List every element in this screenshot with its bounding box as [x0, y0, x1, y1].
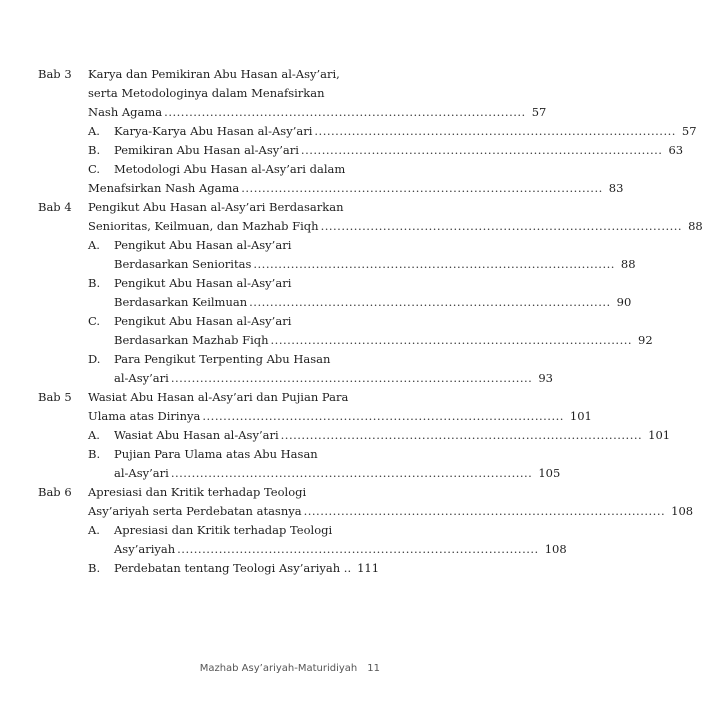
toc-entry[interactable] [114, 560, 380, 576]
section-letter: A. [88, 428, 100, 442]
section-letter: A. [88, 124, 100, 138]
page-number: 101 [648, 428, 671, 442]
section-title-line: Apresiasi dan Kritik terhadap Teologi [114, 523, 333, 537]
toc-entry[interactable] [88, 180, 624, 196]
chapter-title-line: Apresiasi dan Kritik terhadap Teologi [88, 485, 307, 499]
page-number: 57 [681, 124, 697, 138]
dot-leader: ....................................................................................... [202, 409, 564, 423]
page-number: 88 [620, 257, 636, 271]
toc-entry[interactable] [88, 503, 694, 519]
entry-title: Berdasarkan Mazhab Fiqh [114, 333, 269, 347]
section-letter: C. [88, 162, 101, 176]
section-letter: B. [88, 561, 101, 575]
chapter-label: Bab 6 [38, 485, 72, 499]
page-number: 90 [616, 295, 632, 309]
dot-leader: ....................................................................................... [170, 466, 533, 480]
section-letter: A. [88, 523, 100, 537]
entry-title: Ulama atas Dirinya [88, 409, 201, 423]
dot-leader: ....................................................................................... [320, 219, 683, 233]
entry-title: Asy’ariyah [114, 542, 176, 556]
chapter-title-line: Pengikut Abu Hasan al-Asy’ari Berdasarkan [88, 200, 344, 214]
toc-entry[interactable] [114, 256, 636, 272]
toc-entry[interactable] [114, 294, 632, 310]
page-number: 11 [367, 663, 380, 674]
dot-leader: ....................................................................................... [164, 105, 526, 119]
book-title: Mazhab Asy’ariyah-Maturidiyah [199, 663, 358, 674]
section-letter: B. [88, 276, 101, 290]
section-letter: D. [88, 352, 101, 366]
page-number: 108 [671, 504, 694, 518]
dot-leader: ....................................................................................... [270, 333, 633, 347]
dot-leader: ....................................................................................... [314, 124, 676, 138]
running-footer [200, 663, 380, 674]
toc-entry[interactable] [114, 332, 653, 348]
entry-title: Berdasarkan Keilmuan [114, 295, 248, 309]
dot-leader: ....................................................................................... [249, 295, 611, 309]
toc-entry[interactable] [114, 123, 697, 139]
section-title-line: Pengikut Abu Hasan al-Asy’ari [114, 314, 292, 328]
page-number: 101 [569, 409, 592, 423]
chapter-label: Bab 4 [38, 200, 72, 214]
toc-entry[interactable] [114, 142, 684, 158]
dot-leader: ....................................................................................... [241, 181, 603, 195]
toc-entry[interactable] [88, 104, 547, 120]
page-number: 111 [357, 561, 380, 575]
entry-title: Berdasarkan Senioritas [114, 257, 252, 271]
dot-leader: ....................................................................................... [303, 504, 666, 518]
section-title-line: Metodologi Abu Hasan al-Asy’ari dalam [114, 162, 346, 176]
dot-leader: ....................................................................................... [177, 542, 539, 556]
entry-title: Perdebatan tentang Teologi Asy’ariyah .. [114, 561, 352, 575]
section-title-line: Pengikut Abu Hasan al-Asy’ari [114, 276, 292, 290]
section-title-line: Pengikut Abu Hasan al-Asy’ari [114, 238, 292, 252]
entry-title: Pemikiran Abu Hasan al-Asy’ari [114, 143, 299, 157]
toc-entry[interactable] [88, 408, 592, 424]
section-letter: A. [88, 238, 100, 252]
chapter-label: Bab 5 [38, 390, 72, 404]
toc-entry[interactable] [114, 427, 671, 443]
entry-title: al-Asy’ari [114, 371, 169, 385]
entry-title: Menafsirkan Nash Agama [88, 181, 240, 195]
entry-title: Wasiat Abu Hasan al-Asy’ari [114, 428, 279, 442]
entry-title: Karya-Karya Abu Hasan al-Asy’ari [114, 124, 313, 138]
section-letter: C. [88, 314, 101, 328]
page-number: 92 [638, 333, 653, 347]
page-number: 83 [608, 181, 624, 195]
toc-entry[interactable] [88, 218, 703, 234]
dot-leader: ....................................................................................... [280, 428, 643, 442]
chapter-title-line: Karya dan Pemikiran Abu Hasan al-Asy’ari, [88, 67, 340, 81]
page-number: 63 [668, 143, 684, 157]
entry-title: al-Asy’ari [114, 466, 169, 480]
section-title-line: Para Pengikut Terpenting Abu Hasan [114, 352, 331, 366]
section-letter: B. [88, 447, 101, 461]
page-number: 93 [538, 371, 553, 385]
chapter-label: Bab 3 [38, 67, 72, 81]
dot-leader: ....................................................................................... [300, 143, 663, 157]
toc-entry[interactable] [114, 465, 561, 481]
entry-title: Senioritas, Keilmuan, dan Mazhab Fiqh [88, 219, 319, 233]
page-number: 108 [544, 542, 567, 556]
section-letter: B. [88, 143, 101, 157]
page-number: 57 [531, 105, 547, 119]
toc-entry[interactable] [114, 370, 553, 386]
chapter-title-line: serta Metodologinya dalam Menafsirkan [88, 86, 325, 100]
section-title-line: Pujian Para Ulama atas Abu Hasan [114, 447, 318, 461]
toc-entry[interactable] [114, 541, 567, 557]
chapter-title-line: Wasiat Abu Hasan al-Asy’ari dan Pujian Para [88, 390, 349, 404]
dot-leader: ....................................................................................... [170, 371, 533, 385]
entry-title: Nash Agama [88, 105, 163, 119]
page-number: 88 [688, 219, 703, 233]
dot-leader: ....................................................................................... [253, 257, 615, 271]
page-number: 105 [538, 466, 561, 480]
entry-title: Asy’ariyah serta Perdebatan atasnya [88, 504, 302, 518]
